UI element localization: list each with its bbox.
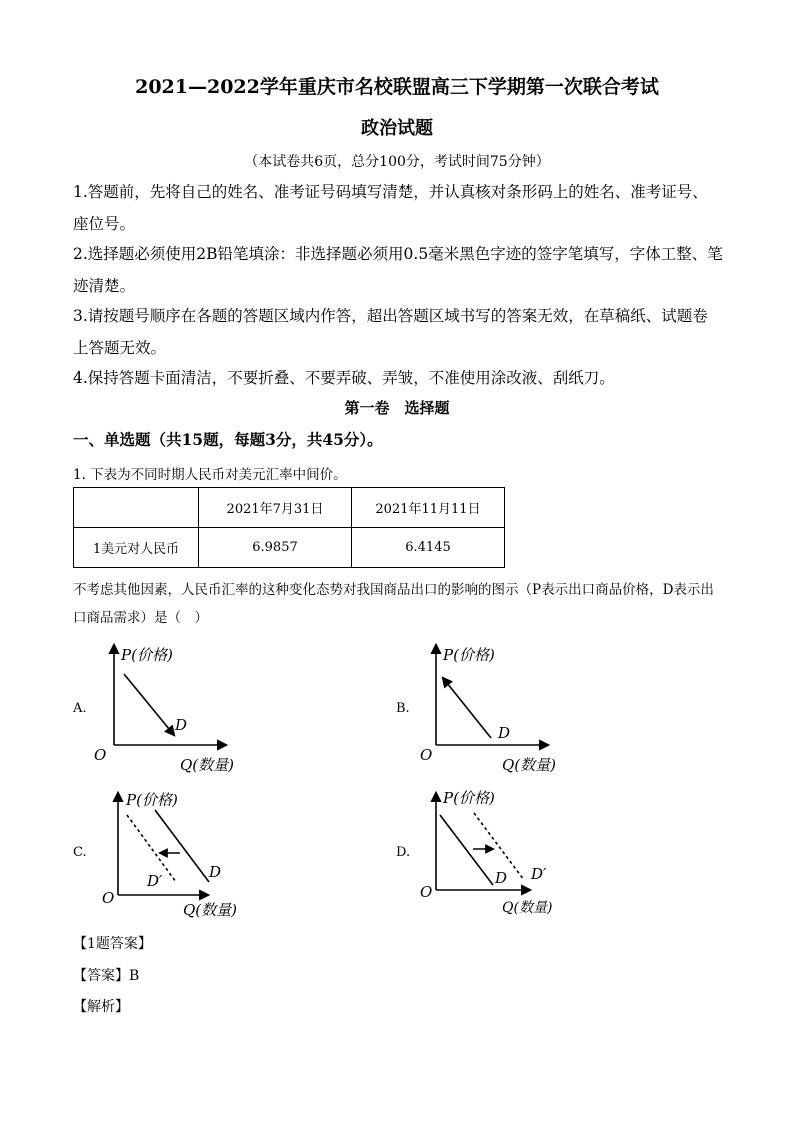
q-axis-label: Q(数量)	[502, 900, 553, 916]
option-a-label[interactable]: A.	[73, 701, 87, 716]
option-b-label[interactable]: B.	[396, 701, 410, 716]
page-subtitle: 政治试题	[361, 118, 433, 139]
table-header-date-2: 2021年11月11日	[352, 488, 505, 528]
instruction-4: 4.保持答题卡面清洁，不要折叠、不要弄破、弄皱，不准使用涂改液、刮纸刀。	[73, 369, 615, 387]
table-row-label: 1美元对人民币	[74, 528, 199, 568]
answer-tag: 【1题答案】	[73, 936, 152, 952]
demand-label: D	[498, 724, 511, 742]
shifted-demand-label: D′	[531, 865, 547, 883]
demand-label: D	[495, 869, 508, 887]
demand-curve	[124, 674, 174, 735]
table-header-empty	[74, 488, 199, 528]
demand-label: D	[175, 716, 188, 734]
p-axis-label: P(价格)	[121, 646, 173, 664]
question-stem: 1. 下表为不同时期人民币对美元汇率中间价。	[73, 467, 347, 483]
part-heading: 一、单选题（共15题，每题3分，共45分）。	[73, 430, 383, 449]
instruction-2: 2.选择题必须使用2B铅笔填涂：非选择题必须用0.5毫米黑色字迹的签字笔填写，字体工整、笔迹清楚。	[73, 245, 723, 295]
section-heading: 第一卷 选择题	[344, 399, 450, 417]
p-axis-label: P(价格)	[126, 791, 178, 809]
origin-label: O	[420, 746, 433, 764]
page-title: 2021—2022学年重庆市名校联盟高三下学期第一次联合考试	[135, 76, 659, 98]
graph-a	[88, 640, 263, 780]
exam-note: （本试卷共6页，总分100分，考试时间75分钟）	[244, 154, 550, 170]
table-cell-value-1: 6.9857	[199, 528, 352, 568]
p-axis-label: P(价格)	[443, 789, 495, 807]
origin-label: O	[420, 883, 433, 901]
q-axis-label: Q(数量)	[183, 901, 238, 919]
q-axis-label: Q(数量)	[502, 756, 557, 774]
demand-curve	[443, 678, 491, 738]
answer-text: 【答案】B	[73, 968, 140, 984]
option-d-label[interactable]: D.	[396, 845, 411, 860]
graph-d	[410, 785, 585, 925]
demand-curve	[440, 815, 493, 885]
analysis-tag: 【解析】	[73, 999, 129, 1015]
instruction-3: 3.请按题号顺序在各题的答题区域内作答，超出答题区域书写的答案无效，在草稿纸、试题卷上答题无效。	[73, 307, 708, 357]
instruction-1: 1.答题前，先将自己的姓名、准考证号码填写清楚，并认真核对条形码上的姓名、准考证号、座位号。	[73, 183, 708, 233]
graph-c	[88, 785, 263, 925]
graph-b	[410, 640, 585, 780]
shifted-demand-label: D′	[147, 872, 163, 890]
demand-curve	[155, 810, 209, 882]
table-cell-value-2: 6.4145	[352, 528, 505, 568]
origin-label: O	[102, 889, 115, 907]
demand-label: D	[209, 863, 222, 881]
table-header-date-1: 2021年7月31日	[199, 488, 352, 528]
exchange-rate-table	[73, 487, 505, 568]
option-c-label[interactable]: C.	[73, 845, 87, 860]
origin-label: O	[94, 746, 107, 764]
p-axis-label: P(价格)	[443, 646, 495, 664]
q-axis-label: Q(数量)	[180, 756, 235, 774]
question-prompt: 不考虑其他因素，人民币汇率的这种变化态势对我国商品出口的影响的图示（P表示出口商品价格，D表示出口商品需求）是（ ）	[73, 582, 714, 626]
